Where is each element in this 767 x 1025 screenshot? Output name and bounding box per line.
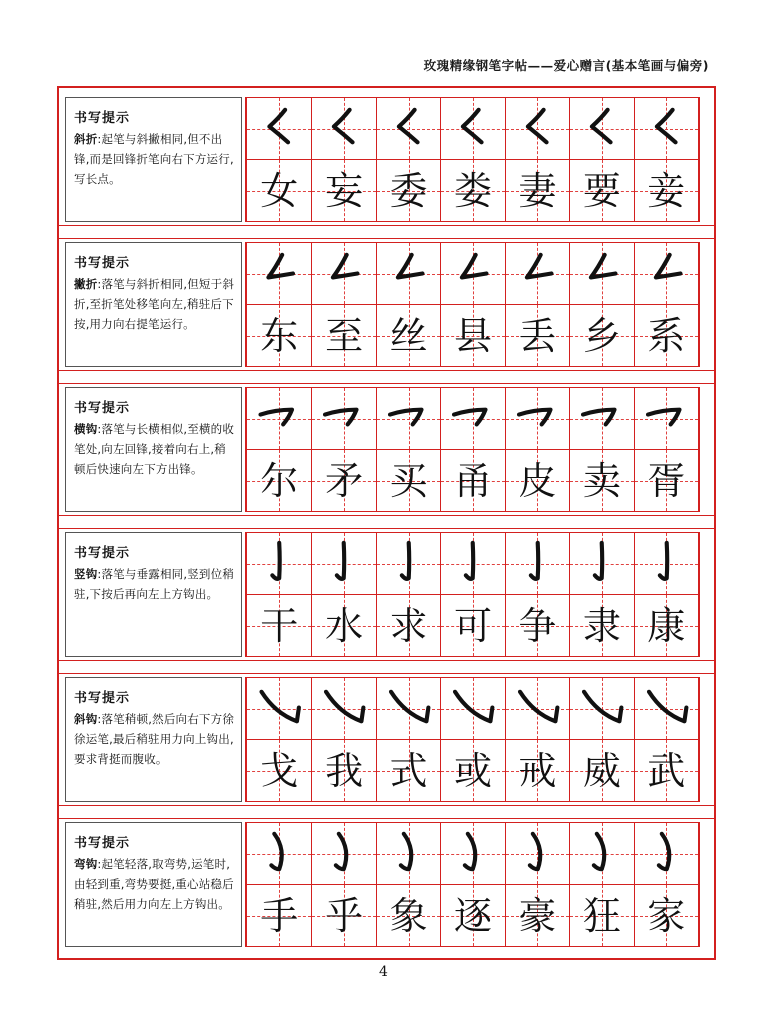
xie-zhe-stroke-icon <box>377 98 440 159</box>
practice-character: 至 <box>325 314 364 358</box>
practice-grid <box>245 532 700 657</box>
character-cell <box>569 885 633 946</box>
practice-character: 干 <box>260 604 299 648</box>
character-cell <box>634 885 698 946</box>
stroke-path <box>527 255 552 278</box>
stroke-demo-cell <box>247 98 311 159</box>
pie-zhe-stroke-icon <box>506 243 569 304</box>
section-separator <box>59 660 714 674</box>
wan-gou-stroke-icon <box>635 823 698 884</box>
stroke-path <box>465 834 475 869</box>
stroke-path <box>520 692 557 722</box>
stroke-description: :起笔轻落,取弯势,运笔时,由轻到重,弯势要挺,重心站稳后稍驻,然后用力向左上方钩出。 <box>74 857 234 911</box>
character-row <box>247 304 698 367</box>
stroke-name: 横钩 <box>74 422 98 436</box>
character-cell <box>247 160 311 221</box>
character-cell <box>569 740 633 801</box>
hint-text <box>74 709 237 769</box>
stroke-description: :落笔与斜折相同,但短于斜折,至折笔处移笔向左,稍驻后下按,用力向右提笔运行。 <box>74 277 235 331</box>
pie-zhe-stroke-icon <box>635 243 698 304</box>
character-cell <box>634 595 698 656</box>
stroke-path <box>591 255 616 278</box>
stroke-path <box>337 543 344 579</box>
character-row <box>247 739 698 802</box>
character-cell <box>247 450 311 511</box>
stroke-demo-cell <box>505 388 569 449</box>
stroke-path <box>398 255 423 278</box>
character-cell <box>505 305 569 366</box>
practice-character: 丝 <box>389 314 428 358</box>
stroke-path <box>584 692 621 722</box>
xie-gou-stroke-icon <box>441 678 504 739</box>
character-cell <box>247 305 311 366</box>
practice-grid <box>245 242 700 367</box>
section-separator <box>59 515 714 529</box>
practice-character: 女 <box>260 169 299 213</box>
stroke-demo-cell <box>569 823 633 884</box>
xie-zhe-stroke-icon <box>635 98 698 159</box>
section-separator <box>59 370 714 384</box>
shu-gou-stroke-icon <box>441 533 504 594</box>
stroke-demo-cell <box>440 98 504 159</box>
hint-text <box>74 419 237 479</box>
practice-section <box>65 822 700 947</box>
stroke-demo-cell <box>247 388 311 449</box>
character-cell <box>634 450 698 511</box>
stroke-row <box>247 387 698 449</box>
stroke-demo-cell <box>440 678 504 739</box>
heng-gou-stroke-icon <box>377 388 440 449</box>
stroke-demo-cell <box>440 533 504 594</box>
practice-character: 娄 <box>453 169 492 213</box>
character-cell <box>311 885 375 946</box>
stroke-path <box>466 543 473 579</box>
hint-title: 书写提示 <box>74 836 131 851</box>
hint-text <box>74 854 237 914</box>
practice-character: 乎 <box>325 894 364 938</box>
stroke-row <box>247 677 698 739</box>
xie-gou-stroke-icon <box>312 678 375 739</box>
wan-gou-stroke-icon <box>506 823 569 884</box>
practice-character: 我 <box>325 749 364 793</box>
stroke-demo-cell <box>311 678 375 739</box>
stroke-demo-cell <box>376 533 440 594</box>
stroke-demo-cell <box>311 98 375 159</box>
stroke-path <box>659 543 666 579</box>
stroke-demo-cell <box>634 533 698 594</box>
hint-title: 书写提示 <box>74 111 131 126</box>
character-cell <box>440 595 504 656</box>
stroke-demo-cell <box>505 243 569 304</box>
stroke-name: 撇折 <box>74 277 98 291</box>
practice-character: 矛 <box>325 459 364 503</box>
practice-section <box>65 387 700 512</box>
stroke-description: :起笔与斜撇相同,但不出锋,而是回锋折笔向右下方运行,写长点。 <box>74 132 234 186</box>
character-cell <box>376 305 440 366</box>
stroke-path <box>390 410 421 425</box>
stroke-demo-cell <box>247 533 311 594</box>
stroke-path <box>336 834 346 869</box>
practice-character: 皮 <box>518 459 557 503</box>
stroke-path <box>648 410 679 425</box>
shu-gou-stroke-icon <box>377 533 440 594</box>
stroke-description: :落笔与垂露相同,竖到位稍驻,下按后再向左上方钩出。 <box>74 567 235 601</box>
stroke-path <box>530 834 540 869</box>
stroke-demo-cell <box>311 243 375 304</box>
stroke-description: :落笔与长横相似,至横的收笔处,向左回锋,接着向右上,稍顿后快速向左下方出锋。 <box>74 422 235 476</box>
practice-character: 妻 <box>518 169 557 213</box>
shu-gou-stroke-icon <box>312 533 375 594</box>
practice-character: 康 <box>647 604 686 648</box>
practice-character: 妄 <box>325 169 364 213</box>
stroke-path <box>462 255 487 278</box>
writing-hint-box <box>65 387 242 512</box>
stroke-name: 斜折 <box>74 132 98 146</box>
writing-hint-box <box>65 677 242 802</box>
stroke-demo-cell <box>376 678 440 739</box>
practice-character: 或 <box>453 749 492 793</box>
practice-character: 武 <box>647 749 686 793</box>
character-cell <box>569 160 633 221</box>
pie-zhe-stroke-icon <box>570 243 633 304</box>
stroke-path <box>454 410 485 425</box>
writing-hint-box <box>65 97 242 222</box>
character-cell <box>440 450 504 511</box>
character-row <box>247 594 698 657</box>
practice-character: 东 <box>260 314 299 358</box>
character-cell <box>440 160 504 221</box>
heng-gou-stroke-icon <box>247 388 311 449</box>
heng-gou-stroke-icon <box>441 388 504 449</box>
wan-gou-stroke-icon <box>441 823 504 884</box>
shu-gou-stroke-icon <box>570 533 633 594</box>
stroke-path <box>272 543 279 579</box>
heng-gou-stroke-icon <box>506 388 569 449</box>
heng-gou-stroke-icon <box>312 388 375 449</box>
section-separator <box>59 805 714 819</box>
stroke-name: 斜钩 <box>74 712 98 726</box>
pie-zhe-stroke-icon <box>247 243 311 304</box>
stroke-demo-cell <box>376 243 440 304</box>
stroke-path <box>262 692 299 722</box>
shu-gou-stroke-icon <box>635 533 698 594</box>
character-cell <box>247 740 311 801</box>
stroke-demo-cell <box>247 678 311 739</box>
character-cell <box>634 740 698 801</box>
xie-zhe-stroke-icon <box>506 98 569 159</box>
character-cell <box>376 885 440 946</box>
practice-character: 卖 <box>582 459 621 503</box>
stroke-demo-cell <box>440 823 504 884</box>
stroke-demo-cell <box>569 243 633 304</box>
xie-gou-stroke-icon <box>635 678 698 739</box>
practice-character: 逐 <box>453 894 492 938</box>
practice-grid <box>245 97 700 222</box>
stroke-demo-cell <box>376 388 440 449</box>
practice-character: 象 <box>389 894 428 938</box>
stroke-path <box>463 110 482 142</box>
practice-character: 买 <box>389 459 428 503</box>
character-cell <box>311 595 375 656</box>
wan-gou-stroke-icon <box>247 823 311 884</box>
writing-hint-box <box>65 822 242 947</box>
stroke-path <box>271 834 281 869</box>
practice-grid <box>245 387 700 512</box>
character-cell <box>311 160 375 221</box>
hint-title: 书写提示 <box>74 256 131 271</box>
stroke-path <box>402 543 409 579</box>
practice-character: 隶 <box>582 604 621 648</box>
character-cell <box>505 885 569 946</box>
stroke-demo-cell <box>247 823 311 884</box>
character-cell <box>440 885 504 946</box>
stroke-path <box>325 410 356 425</box>
pie-zhe-stroke-icon <box>377 243 440 304</box>
practice-character: 威 <box>582 749 621 793</box>
stroke-path <box>594 834 604 869</box>
stroke-demo-cell <box>247 243 311 304</box>
xie-zhe-stroke-icon <box>247 98 311 159</box>
practice-character: 系 <box>647 314 686 358</box>
character-cell <box>505 595 569 656</box>
pie-zhe-stroke-icon <box>441 243 504 304</box>
practice-character: 狂 <box>582 894 621 938</box>
writing-hint-box <box>65 242 242 367</box>
stroke-path <box>333 255 358 278</box>
character-cell <box>376 450 440 511</box>
stroke-demo-cell <box>634 98 698 159</box>
stroke-row <box>247 242 698 304</box>
stroke-demo-cell <box>634 678 698 739</box>
stroke-demo-cell <box>440 388 504 449</box>
page-number: 4 <box>379 964 388 980</box>
xie-gou-stroke-icon <box>570 678 633 739</box>
hint-title: 书写提示 <box>74 546 131 561</box>
character-cell <box>505 450 569 511</box>
stroke-demo-cell <box>311 533 375 594</box>
practice-section <box>65 677 700 802</box>
xie-gou-stroke-icon <box>506 678 569 739</box>
practice-character: 戒 <box>518 749 557 793</box>
character-cell <box>247 595 311 656</box>
practice-character: 尔 <box>260 459 299 503</box>
practice-character: 式 <box>389 749 428 793</box>
xie-zhe-stroke-icon <box>570 98 633 159</box>
character-row <box>247 884 698 947</box>
stroke-name: 弯钩 <box>74 857 98 871</box>
stroke-path <box>658 834 668 869</box>
stroke-demo-cell <box>505 533 569 594</box>
stroke-demo-cell <box>505 823 569 884</box>
character-cell <box>440 740 504 801</box>
stroke-demo-cell <box>634 388 698 449</box>
stroke-demo-cell <box>376 823 440 884</box>
stroke-demo-cell <box>311 823 375 884</box>
wan-gou-stroke-icon <box>312 823 375 884</box>
character-cell <box>247 885 311 946</box>
xie-zhe-stroke-icon <box>441 98 504 159</box>
practice-grid <box>245 677 700 802</box>
section-separator <box>59 225 714 239</box>
character-cell <box>440 305 504 366</box>
stroke-path <box>649 692 686 722</box>
character-cell <box>569 305 633 366</box>
stroke-path <box>261 410 292 425</box>
practice-character: 争 <box>518 604 557 648</box>
stroke-path <box>656 110 675 142</box>
character-cell <box>634 160 698 221</box>
practice-section <box>65 97 700 222</box>
xie-zhe-stroke-icon <box>312 98 375 159</box>
copybook-header: 玫瑰精缘钢笔字帖——爱心赠言(基本笔画与偏旁) <box>423 58 709 73</box>
stroke-path <box>268 255 293 278</box>
practice-character: 戈 <box>260 749 299 793</box>
stroke-demo-cell <box>505 98 569 159</box>
wan-gou-stroke-icon <box>377 823 440 884</box>
practice-character: 丢 <box>518 314 557 358</box>
stroke-demo-cell <box>569 388 633 449</box>
stroke-path <box>334 110 353 142</box>
wan-gou-stroke-icon <box>570 823 633 884</box>
practice-section <box>65 242 700 367</box>
stroke-path <box>391 692 428 722</box>
stroke-path <box>655 255 680 278</box>
stroke-demo-cell <box>569 98 633 159</box>
character-cell <box>311 450 375 511</box>
practice-character: 手 <box>260 894 299 938</box>
hint-text <box>74 274 237 334</box>
practice-character: 妾 <box>647 169 686 213</box>
stroke-demo-cell <box>505 678 569 739</box>
character-cell <box>376 160 440 221</box>
hint-title: 书写提示 <box>74 401 131 416</box>
practice-character: 要 <box>582 169 621 213</box>
character-row <box>247 449 698 512</box>
practice-character: 乡 <box>582 314 621 358</box>
character-cell <box>505 160 569 221</box>
stroke-path <box>592 110 611 142</box>
character-row <box>247 159 698 222</box>
hint-text <box>74 129 237 189</box>
practice-character: 豪 <box>518 894 557 938</box>
practice-grid <box>245 822 700 947</box>
practice-section <box>65 532 700 657</box>
stroke-demo-cell <box>569 678 633 739</box>
practice-character: 可 <box>453 604 492 648</box>
stroke-demo-cell <box>634 243 698 304</box>
character-cell <box>376 595 440 656</box>
practice-character: 县 <box>453 314 492 358</box>
stroke-row <box>247 532 698 594</box>
hint-text <box>74 564 237 604</box>
hint-title: 书写提示 <box>74 691 131 706</box>
stroke-path <box>326 692 363 722</box>
stroke-path <box>595 543 602 579</box>
stroke-row <box>247 97 698 159</box>
practice-character: 胥 <box>647 459 686 503</box>
shu-gou-stroke-icon <box>506 533 569 594</box>
shu-gou-stroke-icon <box>247 533 311 594</box>
character-cell <box>634 305 698 366</box>
writing-hint-box <box>65 532 242 657</box>
stroke-demo-cell <box>440 243 504 304</box>
practice-character: 水 <box>325 604 364 648</box>
stroke-path <box>269 110 288 142</box>
stroke-demo-cell <box>634 823 698 884</box>
practice-character: 求 <box>389 604 428 648</box>
stroke-path <box>455 692 492 722</box>
stroke-path <box>531 543 538 579</box>
practice-character: 家 <box>647 894 686 938</box>
stroke-path <box>401 834 411 869</box>
stroke-demo-cell <box>311 388 375 449</box>
xie-gou-stroke-icon <box>247 678 311 739</box>
stroke-demo-cell <box>376 98 440 159</box>
stroke-path <box>519 410 550 425</box>
heng-gou-stroke-icon <box>570 388 633 449</box>
stroke-description: :落笔稍顿,然后向右下方徐徐运笔,最后稍驻用力向上钩出,要求背挺而腹收。 <box>74 712 235 766</box>
character-cell <box>376 740 440 801</box>
stroke-row <box>247 822 698 884</box>
stroke-path <box>583 410 614 425</box>
practice-character: 甬 <box>453 459 492 503</box>
stroke-path <box>399 110 418 142</box>
character-cell <box>569 595 633 656</box>
stroke-path <box>528 110 547 142</box>
character-cell <box>569 450 633 511</box>
character-cell <box>505 740 569 801</box>
practice-character: 委 <box>389 169 428 213</box>
pie-zhe-stroke-icon <box>312 243 375 304</box>
xie-gou-stroke-icon <box>377 678 440 739</box>
character-cell <box>311 740 375 801</box>
stroke-demo-cell <box>569 533 633 594</box>
heng-gou-stroke-icon <box>635 388 698 449</box>
character-cell <box>311 305 375 366</box>
stroke-name: 竖钩 <box>74 567 98 581</box>
